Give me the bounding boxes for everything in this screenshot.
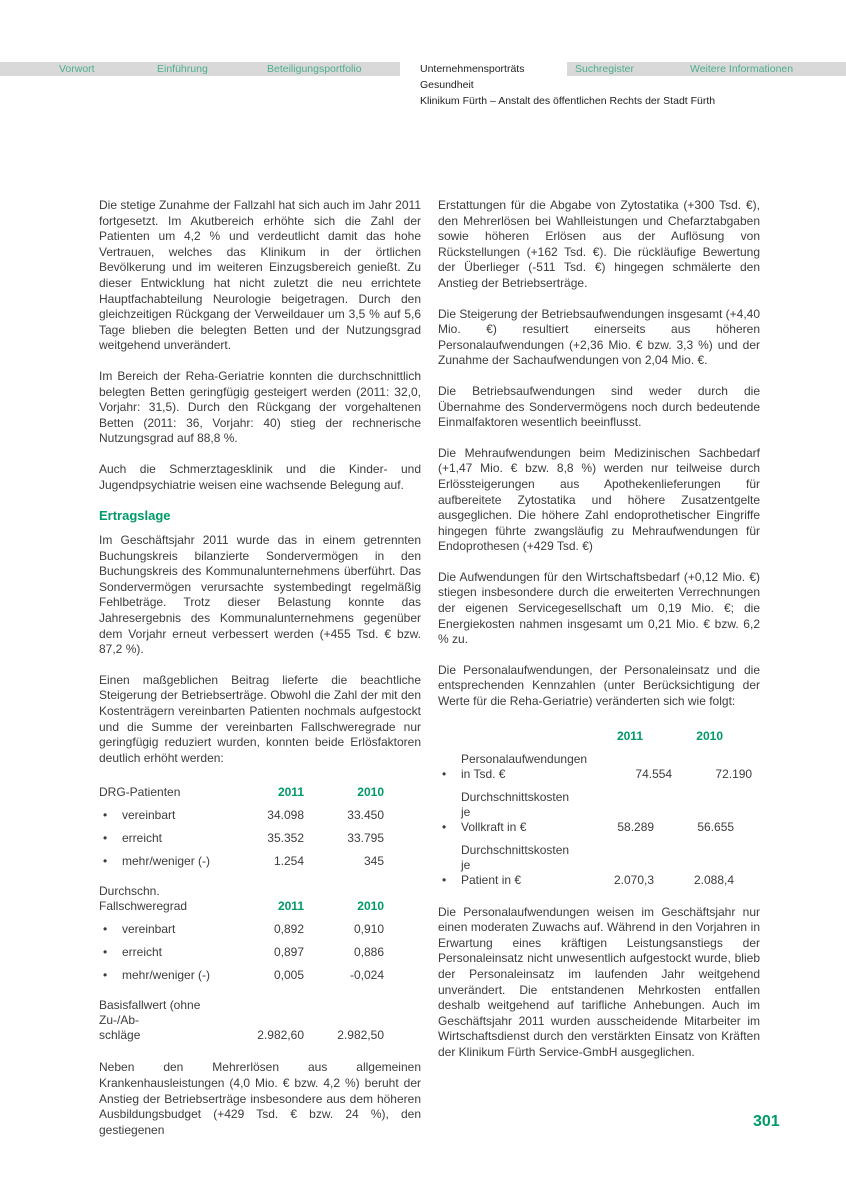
table-row xyxy=(99,804,421,827)
paragraph: Im Geschäftsjahr 2011 wurde das in einem getrennten Buchungskreis bilanzierte Sondervermögen in den Buchungskreis des Kommunalunternehmens überführt. Das Sondervermögen verursachte systembedingt regelmäßig Fehlbeträge. Trotz dieser Belastung konnte das Jahresergebnis des Kommunalunternehmens gegenüber dem Vorjahr erneut verbessert werden (+455 Tsd. € bzw. 87,2 %). xyxy=(99,533,421,657)
paragraph: Neben den Mehrerlösen aus allgemeinen Krankenhausleistungen (4,0 Mio. € bzw. 4,2 %) beruht der Anstieg der Betriebserträge insbesondere aus dem höheren Ausbildungsbudget (+429 Tsd. € bzw. 24 %), den gestiegenen xyxy=(99,1060,421,1137)
row-label: mehr/weniger (-) xyxy=(122,968,211,983)
value-2010: 33.795 xyxy=(347,831,384,846)
column-header-2011: 2011 xyxy=(277,785,304,800)
row-label-line: schläge xyxy=(99,1028,141,1043)
nav-item-suchregister[interactable]: Suchregister xyxy=(575,63,634,75)
table-header-row xyxy=(99,880,421,918)
paragraph: Die Personalaufwendungen weisen im Geschäftsjahr nur einen moderaten Zuwachs auf. Während in den Vorjahren in Erwartung eines kräftigen Leistungsanstiegs der Personaleinsatz nicht unwesentlich aufgestockt wurde, blieb der Personaleinsatz im laufenden Jahr weitgehend unverändert. Die entstandenen Mehrkosten entfallen deshalb weitgehend auf tarifliche Anhebungen. Auch im Geschäftsjahr 2011 wurden ausscheidende Mitarbeiter im Wirtschaftsdienst durch den verstärkten Einsatz von Kräften der Klinikum Fürth Service-GmbH ausgeglichen. xyxy=(438,904,760,1059)
table-row xyxy=(438,839,760,892)
row-label-line: Basisfallwert (ohne Zu-/Ab- xyxy=(99,998,201,1028)
paragraph: Die stetige Zunahme der Fallzahl hat sich auch im Jahr 2011 fortgesetzt. Im Akutbereich erhöhte sich die Zahl der Patienten um 4,2 % und verdeutlicht damit das hohe Vertrauen, welches das Klinikum in der örtlichen Bevölkerung und im weiteren Einzugsbereich genießt. Zu dieser Entwicklung hat nicht zuletzt die neu errichtete Hauptfachabteilung Neurologie beigetragen. Durch den gleichzeitigen Rückgang der Verweildauer um 3,5 % auf 5,6 Tage blieben die belegten Betten und der Nutzungsgrad weitgehend unverändert. xyxy=(99,198,421,353)
table-row xyxy=(99,827,421,850)
table-row xyxy=(99,941,421,964)
paragraph: Im Bereich der Reha-Geriatrie konnten die durchschnittlich belegten Betten geringfügig gesteigert werden (2011: 32,0, Vorjahr: 31,5). Durch den Rückgang der vorgehaltenen Betten (2011: 36, Vorjahr: 40) stieg der rechnerische Nutzungsgrad auf 88,8 %. xyxy=(99,368,421,446)
paragraph: Auch die Schmerztagesklinik und die Kinder- und Jugendpsychiatrie weisen eine wachsende Belegung auf. xyxy=(99,461,421,492)
row-label xyxy=(461,843,569,888)
bullet-icon: • xyxy=(103,808,108,823)
row-label-line: Durchschnittskosten je xyxy=(461,842,570,872)
value-2010: 345 xyxy=(363,854,384,869)
table-row xyxy=(99,918,421,941)
table-header-row xyxy=(438,725,760,748)
value-2010: 56.655 xyxy=(697,819,735,834)
value-2011: 2.070,3 xyxy=(614,872,655,887)
column-header-2010: 2010 xyxy=(696,728,723,743)
row-label-line: Patient in € xyxy=(461,872,522,887)
bullet-icon: • xyxy=(103,831,108,846)
table-group-label: Durchschn. Fallschweregrad xyxy=(99,884,188,914)
value-2011: 0,005 xyxy=(273,968,304,983)
table-row xyxy=(438,786,760,839)
value-2011: 2.982,60 xyxy=(257,1028,304,1043)
row-label-line: in Tsd. € xyxy=(461,766,506,781)
row-label: mehr/weniger (-) xyxy=(122,854,211,869)
bullet-icon: • xyxy=(103,922,108,937)
row-label: erreicht xyxy=(122,945,163,960)
value-2011: 74.554 xyxy=(635,766,673,781)
paragraph: Einen maßgeblichen Beitrag lieferte die beachtliche Steigerung der Betriebserträge. Obwohl die Zahl der mit den Kostenträgern vereinbarten Patienten nochmals aufgestockt und die Summe der vereinbarten Fallschweregrade nur geringfügig reduziert wurden, konnten beide Erlösfaktoren deutlich erhöht werden: xyxy=(99,672,421,765)
breadcrumb-section: Gesundheit xyxy=(420,79,474,91)
drg-table xyxy=(99,781,421,1047)
row-label xyxy=(99,998,219,1043)
value-2010: 0,910 xyxy=(353,922,384,937)
value-2011: 0,892 xyxy=(273,922,304,937)
nav-item-beteiligungsportfolio[interactable]: Beteiligungsportfolio xyxy=(267,63,362,75)
row-label: erreicht xyxy=(122,831,163,846)
page-number: 301 xyxy=(753,1113,780,1130)
bullet-icon: • xyxy=(103,968,108,983)
paragraph: Die Personalaufwendungen, der Personaleinsatz und die entsprechenden Kennzahlen (unter Berücksichtigung der Werte für die Reha-Geriatrie) veränderten sich wie folgt: xyxy=(438,662,760,709)
personnel-table xyxy=(438,725,760,892)
bullet-icon: • xyxy=(442,819,447,834)
column-header-2010: 2010 xyxy=(357,899,384,914)
paragraph: Die Aufwendungen für den Wirtschaftsbedarf (+0,12 Mio. €) stiegen insbesondere durch die erweiterten Verrechnungen der eigenen Servicegesellschaft um 0,19 Mio. €; die Energiekosten nahmen insgesamt um 0,21 Mio. € bzw. 6,2 % zu. xyxy=(438,569,760,647)
value-2010: 33.450 xyxy=(347,808,384,823)
section-heading-ertragslage: Ertragslage xyxy=(99,508,171,524)
left-column xyxy=(99,198,421,1153)
paragraph: Die Mehraufwendungen beim Medizinischen Sachbedarf (+1,47 Mio. € bzw. 8,8 %) werden nur teilweise durch Erlössteigerungen aus Apothekenlieferungen für aufbereitete Zytostatika und höhere Zusatzentgelte ausgeglichen. Die höhere Zahl endoprothetischer Eingriffe hingegen führte zwangsläufig zu Mehraufwendungen für Endoprothesen (+429 Tsd. €) xyxy=(438,445,760,554)
row-label-line: Personalaufwendungen xyxy=(461,751,588,766)
value-2011: 35.352 xyxy=(267,831,304,846)
nav-item-einfuehrung[interactable]: Einführung xyxy=(157,63,208,75)
table-header-row xyxy=(99,781,421,804)
nav-item-vorwort[interactable]: Vorwort xyxy=(59,63,95,75)
paragraph: Erstattungen für die Abgabe von Zytostatika (+300 Tsd. €), den Mehrerlösen bei Wahlleistungen und Chefarztabgaben sowie höheren Erlösen aus der Auflösung von Rückstellungen (+162 Tsd. €). Die rückläufige Bewertung der Überlieger (-511 Tsd. €) hingegen schmälerte den Anstieg der Betriebserträge. xyxy=(438,198,760,290)
bullet-icon: • xyxy=(103,945,108,960)
value-2011: 34.098 xyxy=(267,808,304,823)
value-2010: -0,024 xyxy=(349,968,384,983)
row-label-line: Vollkraft in € xyxy=(461,819,527,834)
table-row xyxy=(99,964,421,987)
value-2010: 72.190 xyxy=(715,766,753,781)
row-label xyxy=(461,790,569,835)
value-2011: 0,897 xyxy=(273,945,304,960)
nav-item-unternehmensportraets[interactable]: Unternehmensporträts xyxy=(420,63,525,75)
page-title: Klinikum Fürth – Anstalt des öffentlichen Rechts der Stadt Fürth xyxy=(420,95,716,107)
value-2010: 2.982,50 xyxy=(337,1028,384,1043)
paragraph: Die Betriebsaufwendungen sind weder durch die Übernahme des Sondervermögens noch durch bedeutende Einmalfaktoren wesentlich beeinflusst. xyxy=(438,383,760,430)
nav-item-weitere-informationen[interactable]: Weitere Informationen xyxy=(690,63,794,75)
table-footer-row xyxy=(99,994,421,1047)
right-column xyxy=(438,198,760,1076)
table-row xyxy=(99,850,421,873)
column-header-2011: 2011 xyxy=(616,728,643,743)
row-label-line: Durchschnittskosten je xyxy=(461,789,570,819)
bullet-icon: • xyxy=(103,854,108,869)
value-2010: 0,886 xyxy=(353,945,384,960)
row-label: vereinbart xyxy=(122,808,176,823)
column-header-2010: 2010 xyxy=(357,785,384,800)
column-header-2011: 2011 xyxy=(277,899,304,914)
table-group-label: DRG-Patienten xyxy=(99,785,181,800)
value-2011: 1.254 xyxy=(273,854,304,869)
table-row xyxy=(438,748,760,786)
value-2010: 2.088,4 xyxy=(694,872,735,887)
bullet-icon: • xyxy=(442,766,447,781)
value-2011: 58.289 xyxy=(617,819,655,834)
bullet-icon: • xyxy=(442,872,447,887)
paragraph: Die Steigerung der Betriebsaufwendungen insgesamt (+4,40 Mio. €) resultiert einerseits aus höheren Personalaufwendungen (+2,36 Mio. € bzw. 3,3 %) und der Zunahme der Sachaufwendungen von 2,04 Mio. €. xyxy=(438,306,760,368)
row-label: vereinbart xyxy=(122,922,176,937)
row-label xyxy=(461,752,587,782)
